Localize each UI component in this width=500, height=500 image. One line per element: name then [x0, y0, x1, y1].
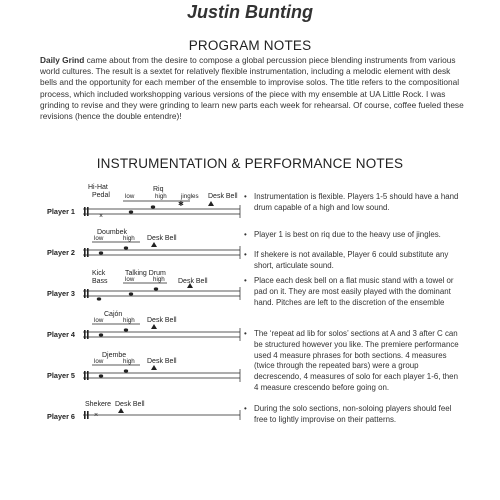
- performance-note: • During the solo sections, non-soloing players should feel free to lightly improvise on their patterns.: [244, 404, 464, 426]
- player-label: Player 5: [47, 371, 75, 380]
- instrument-label: Desk Bell: [115, 401, 145, 408]
- instrument-label: high: [123, 317, 135, 324]
- player-label: Player 3: [47, 289, 75, 298]
- instrument-label: high: [123, 235, 135, 242]
- svg-text:✱: ✱: [178, 201, 184, 208]
- instrument-label: low: [94, 358, 104, 365]
- instrument-label: Doumbek: [97, 229, 127, 236]
- program-notes-text: came about from the desire to compose a global percussion piece blending instruments from various world cultures. The result is a sextet for relatively flexible instrumentation, including a melodic element with desk bells and the opportunity for each member of the ensemble to improvise solos. The title refers to the compositional process, which included workshopping various versions of the piece with my ensemble at UA Little Rock. I was grinding to revise and they were grinding to learn new parts each week for rehearsal. Of course, coffee fueled these revisions (hence the double entendre)!: [40, 55, 464, 122]
- instrument-label: low: [125, 193, 135, 200]
- performance-note: • If shekere is not available, Player 6 could substitute any short, articulate sound.: [244, 250, 464, 272]
- instrument-label: Kick: [92, 270, 106, 277]
- instrument-label: jingles: [181, 193, 199, 200]
- player-label: Player 4: [47, 330, 75, 339]
- performance-note: • Player 1 is best on riq due to the heavy use of jingles.: [244, 230, 464, 241]
- instrument-label: Desk Bell: [147, 358, 177, 365]
- instrument-label: Desk Bell: [147, 235, 177, 242]
- instrument-label: Desk Bell: [147, 317, 177, 324]
- program-notes-heading: PROGRAM NOTES: [188, 38, 312, 53]
- instrument-label: Djembe: [102, 352, 127, 359]
- player-label: Player 2: [47, 248, 75, 257]
- instrument-label: Talking Drum: [125, 270, 166, 277]
- instrument-label: low: [94, 235, 104, 242]
- performance-note: • Place each desk bell on a flat music stand with a towel or pad on it. They are most easily played with the dominant hand. Pitches are left to the discretion of the ensemble: [244, 276, 464, 308]
- note-head: ×: [99, 213, 104, 220]
- player-label: Player 1: [47, 207, 75, 216]
- player-label: Player 6: [47, 412, 75, 421]
- instrument-label: high: [155, 193, 167, 200]
- performance-note: • Instrumentation is flexible. Players 1-5 should have a hand drum capable of a high and low sound.: [244, 192, 464, 214]
- instrument-label: Desk Bell: [178, 278, 208, 285]
- instrument-label: low: [125, 276, 135, 283]
- instrument-label: high: [123, 358, 135, 365]
- composer-name: Justin Bunting: [187, 2, 313, 22]
- svg-text:×: ×: [94, 412, 99, 419]
- instrumentation-heading: INSTRUMENTATION & PERFORMANCE NOTES: [96, 156, 404, 171]
- instrument-label: Desk Bell: [208, 193, 238, 200]
- instrument-label: Cajón: [104, 311, 123, 318]
- instrument-label: Shekere: [85, 401, 112, 408]
- instrument-label: Hi-Hat: [88, 184, 108, 191]
- instrument-label: Riq: [153, 186, 164, 193]
- instrument-label: high: [153, 276, 165, 283]
- piece-title: Daily Grind: [40, 55, 85, 65]
- instrument-label-line2: Pedal: [92, 192, 110, 199]
- performance-note: • The ‘repeat ad lib for solos’ sections at A and 3 after C can be structured however you like. The premiere performance used 4 measure phrases for both sections. 4 measures (twice through the repeated bars) were a group decrescendo, 4 measures of solo for each player 1-6, then 4 measure crescendo before going on.: [244, 329, 464, 394]
- instrument-label: low: [94, 317, 104, 324]
- instrument-label-line2: Bass: [92, 278, 108, 285]
